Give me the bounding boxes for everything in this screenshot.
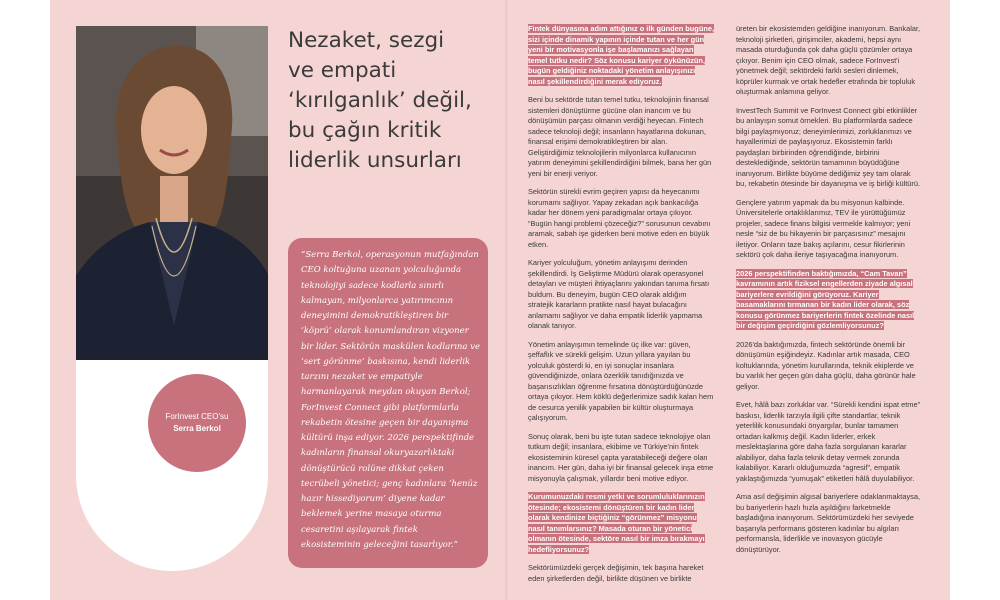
- paragraph: 2026'da baktığımızda, fintech sektöründe önemli bir dönüşümün eşiğindeyiz. Kadınlar artık masada, CEO koltuklarında, yönetim kurullarında, teknik ekiplerde ve bu varlık her geçen gün daha güçlü, daha görünür hale geliyor.: [736, 339, 916, 391]
- question-1: [528, 24, 714, 87]
- paragraph: Kariyer yolculuğum, yönetim anlayışımı derinden şekillendirdi. İş Geliştirme Müdürü olarak operasyonel detayları ve müşteri ihtiyaçlarını yakından tanıma fırsatı buldum. Bu deneyim, bugün CEO olarak aldığım stratejik kararların pratikte nasıl hayat bulacağını anlamamı sağlıyor ve daha empatik liderlik yapmama olanak tanıyor.: [528, 258, 710, 330]
- paragraph: Sonuç olarak, beni bu işte tutan sadece teknolojiye olan tutkum değil; insanlara, ekibime ve Türkiye'nin fintek ekosisteminin küresel çapta yaratabileceği değere olan inancım. Her gün, daha iyi bir finansal gelecek inşa etme misyonuyla çalışmak, yıllardır beni motive ediyor.: [528, 431, 714, 483]
- portrait-photo: [76, 26, 268, 360]
- pull-quote: [288, 238, 488, 568]
- paragraph: üreten bir ekosistemden geldiğine inanıyorum. Bankalar, teknoloji şirketleri, girişimciler, akademi, hepsi aynı masada oturduğunda çok daha güçlü çözümler ortaya çıkıyor. Benim için CEO olmak, sadece ForInvest'i yönetmek değil; sektördeki farklı sesleri dinlemek, köprüler kurmak ve ortak hedefler etrafında bir topluluk oluşturmak anlamına geliyor.: [736, 24, 921, 96]
- paragraph: Ama asıl değişimin algısal bariyerlere odaklanmaktaysa, bu bariyerlerin hazlı hızla aşıldığını farketmekle başladığına inanıyorum. Sektörümüzdeki her seviyede başarıyla performans gösteren kadınlar bu algıları performansla, liderlikle ve inovasyon gücüyle dönüştürüyor.: [736, 492, 921, 554]
- paragraph: InvestTech Summit ve ForInvest Connect gibi etkinlikler bu anlayışın somut örnekleri. Bu platformlarda sadece bilgi paylaşmıyoruz; deneyimlerimizi, zorluklarımızı ve hayallerimizi de paylaşıyoruz. Ekosistemin farklı paydaşları birbirinden öğrendiğinde, birbirini desteklediğinde, sektörün tamamının büyüdüğüne inanıyorum. Birlikte büyüme dediğimiz şey tam olarak bu, rekabetin ötesinde bir dayanışma ve iş birliği kültürü.: [736, 105, 921, 188]
- paragraph: Beni bu sektörde tutan temel tutku, teknolojinin finansal sistemleri dönüştürme gücüne olan inancım ve bu dönüşümün parçası olmanın verdiği heyecan. Fintech sadece teknoloji değil; insanların hayatlarına dokunan, finansal erişimi demokratikleştiren bir alan. Geliştirdiğimiz teknolojilerin milyonlarca kullanıcının yatırım deneyimini şekillendirdiğini bilmek, bana her gün yeni bir enerji veriyor.: [528, 95, 712, 178]
- question-3-text: 2026 perspektifinden baktığımızda, “Cam Tavan” kavramının artık fiziksel engellerden ziyade algısal bariyerlere evrildiğini görüyoruz. Kariyer basamaklarını tırmanan bir kadın lider olarak, söz konusu görünmez bariyerlerin fintek özelinde nasıl bir değişim geçirdiğini gözlemliyorsunuz?: [736, 268, 915, 330]
- page-gutter: [505, 0, 509, 600]
- article-column-2: [736, 24, 922, 563]
- question-1-text: Fintek dünyasına adım attığınız o ilk günden bugüne, sizi içinde dinamik yapının içinde tutan ve her gün yeni bir motivasyonla işe başlamanızı sağlayan temel tutku nedir? Söz konusu kariyer öykünüzün, bugün geldiğiniz noktadaki yönetim anlayışınızı nasıl şekillendirdiğini merak ediyoruz.: [528, 24, 715, 86]
- photo-card: [76, 26, 268, 571]
- name-badge: [148, 374, 246, 472]
- magazine-spread: [50, 0, 950, 600]
- question-2: [528, 492, 714, 555]
- paragraph: Yönetim anlayışımın temelinde üç ilke var: güven, şeffaflık ve sürekli gelişim. Uzun yıllara yayılan bu yolculuk gösterdi ki, en iyi sonuçlar insanlara güvendiğinizde, onlara özerklik tanıdığınızda ve başarısızlıkları öğrenme fırsatına dönüştürdüğünüzde ortaya çıkıyor. Hem köklü değerlerimize sadık kalan hem de cesurca yenilik yapabilen bir kültür oluşturmaya çalışıyorum.: [528, 339, 714, 422]
- paragraph: Gençlere yatırım yapmak da bu misyonun kalbinde. Üniversitelerle ortaklıklarımız, TEV ile yürüttüğümüz projeler, sadece finans bilgisi vermekle kalmıyor; yeni nesle “siz de bu hikayenin bir parçasısınız” mesajını iletiyor. Onların taze bakış açılarını, cesur fikirlerinin sektörü çok daha ileriye taşıyacağına inanıyorum.: [736, 197, 911, 259]
- question-3: [736, 269, 922, 332]
- paragraph: Sektörün sürekli evrim geçiren yapısı da heyecanımı korumamı sağlıyor. Yapay zekadan açık bankacılığa kadar her dönem yeni paradigmalar ortaya çıkıyor. “Bugün hangi problemi çözeceğiz?” sorusunun cevabını aramak, sabah işe giderken beni motive eden en büyük etken.: [528, 187, 711, 249]
- question-2-text: Kurumunuzdaki resmi yetki ve sorumluluklarınızın ötesinde; ekosistemi dönüştüren bir kadın lider olarak kendinize biçtiğiniz “görünmez” misyonu nasıl tanımlarsınız? Masada oturan bir yönetici olmanın ötesinde, sektöre nasıl bir imza bırakmayı hedefliyorsunuz?: [528, 492, 705, 554]
- article-column-1: [528, 24, 714, 592]
- badge-name: Serra Berkol: [173, 424, 221, 433]
- paragraph: Evet, hâlâ bazı zorluklar var. “Sürekli kendini ispat etme” baskısı, liderlik tarzıyla ilgili çifte standartlar, teknik yeterlilik konusundaki önyargılar, bunlar tamamen ortadan kalkmış değil. Kadın liderler, erkek meslektaşlarına göre daha fazla sorgulanan kararlar alabiliyor, daha fazla teknik detay vermek zorunda kalabiliyor. Kararlı olduğumuzda “agresif”, empatik yaklaştığımızda “yumuşak” etiketleri hâlâ duyulabiliyor.: [736, 400, 921, 483]
- badge-role: ForInvest CEO'su: [165, 412, 229, 421]
- headline: Nezaket, sezgi ve empati ‘kırılganlık’ değil, bu çağın kritik liderlik unsurları: [288, 28, 472, 173]
- paragraph: Sektörümüzdeki gerçek değişimin, tek başına hareket eden şirketlerden değil, birlikte düşünen ve birlikte: [528, 563, 704, 583]
- pull-quote-text: “Serra Berkol, operasyonun mutfağından CEO koltuğuna uzanan yolculuğunda teknolojiyi sadece kodlarla sınırlı kalmayan, milyonlarca yatırımcının deneyimini demokratikleştiren bir ‘köprü’ olarak konumlandıran vizyoner bir lider. Sektörün maskülen kodlarına ve ‘sert görünme’ baskısına, kendi liderlik tarzını nezaket ve empatiyle harmanlayarak meydan okuyan Berkol; ForInvest Connect gibi platformlarla rekabetin ötesine geçen bir dayanışma kültürü inşa ediyor. 2026 perspektifinde kadınların finansal okuryazarlıktaki dönüştürücü rolüne dikkat çeken tecrübeli yönetici; genç kadınlara ‘henüz hazır hissediyorum’ diyene kadar beklemek yerine masaya oturma cesaretini aşılayarak fintek ekosisteminin geleceğini tasarlıyor.”: [301, 250, 481, 550]
